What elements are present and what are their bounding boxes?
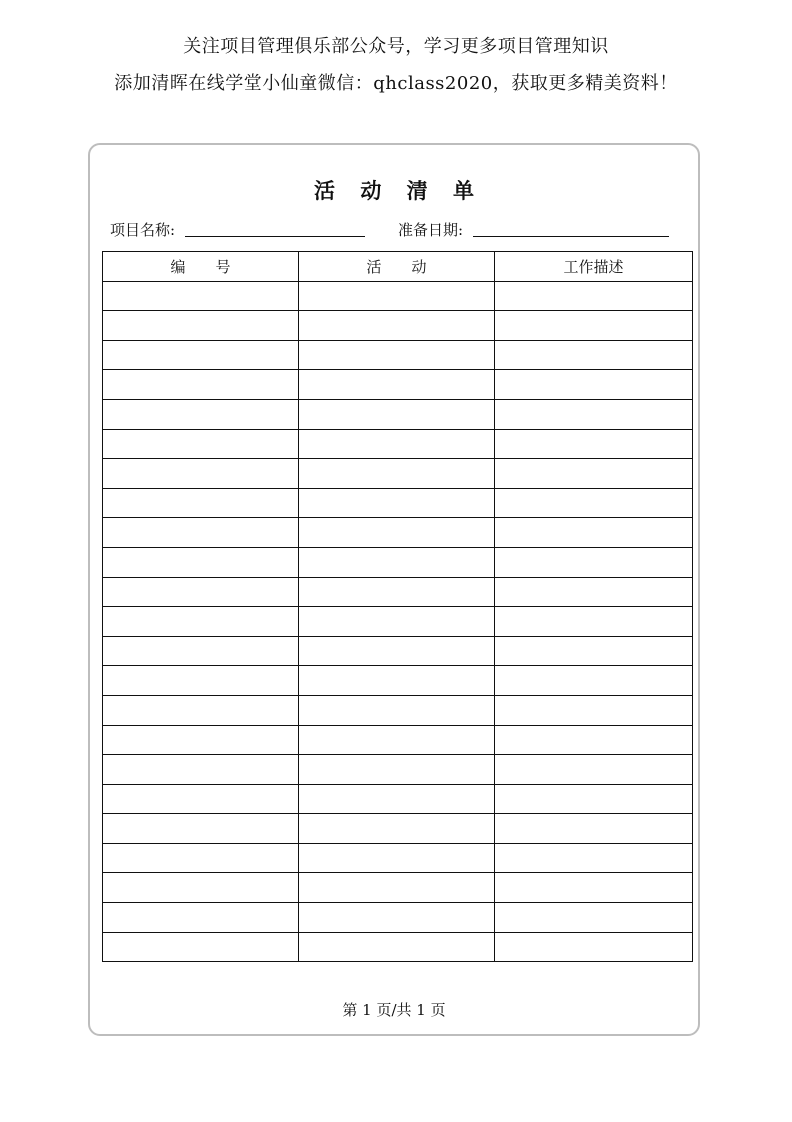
prepare-date-label: 准备日期:: [398, 221, 464, 239]
table-cell[interactable]: [495, 577, 693, 607]
table-row: [103, 577, 693, 607]
table-header-row: [103, 252, 693, 282]
table-cell[interactable]: [495, 607, 693, 637]
column-header-activity: 活动: [299, 252, 495, 282]
table-row: [103, 399, 693, 429]
table-cell[interactable]: [103, 518, 299, 548]
table-cell[interactable]: [299, 518, 495, 548]
table-cell[interactable]: [495, 695, 693, 725]
table-cell[interactable]: [299, 459, 495, 489]
table-row: [103, 666, 693, 696]
table-cell[interactable]: [299, 666, 495, 696]
table-cell[interactable]: [103, 903, 299, 933]
prepare-date-row: [398, 219, 669, 241]
table-cell[interactable]: [103, 843, 299, 873]
table-cell[interactable]: [299, 577, 495, 607]
table-row: [103, 784, 693, 814]
project-name-label: 项目名称:: [110, 221, 176, 239]
table-cell[interactable]: [495, 429, 693, 459]
table-cell[interactable]: [103, 695, 299, 725]
table-row: [103, 636, 693, 666]
table-cell[interactable]: [103, 340, 299, 370]
table-row: [103, 843, 693, 873]
table-cell[interactable]: [495, 903, 693, 933]
table-row: [103, 695, 693, 725]
table-cell[interactable]: [103, 488, 299, 518]
table-cell[interactable]: [299, 903, 495, 933]
table-cell[interactable]: [103, 873, 299, 903]
table-row: [103, 903, 693, 933]
table-cell[interactable]: [299, 725, 495, 755]
table-cell[interactable]: [495, 399, 693, 429]
table-cell[interactable]: [495, 281, 693, 311]
table-cell[interactable]: [299, 695, 495, 725]
activity-table: [102, 251, 693, 962]
table-cell[interactable]: [103, 577, 299, 607]
table-cell[interactable]: [495, 459, 693, 489]
table-row: [103, 281, 693, 311]
table-cell[interactable]: [299, 636, 495, 666]
table-cell[interactable]: [299, 488, 495, 518]
table-cell[interactable]: [299, 370, 495, 400]
table-cell[interactable]: [299, 340, 495, 370]
table-cell[interactable]: [299, 547, 495, 577]
table-cell[interactable]: [495, 814, 693, 844]
table-row: [103, 429, 693, 459]
table-cell[interactable]: [103, 814, 299, 844]
table-cell[interactable]: [299, 281, 495, 311]
table-row: [103, 488, 693, 518]
table-cell[interactable]: [103, 607, 299, 637]
table-cell[interactable]: [495, 488, 693, 518]
table-cell[interactable]: [495, 843, 693, 873]
table-cell[interactable]: [103, 636, 299, 666]
table-cell[interactable]: [299, 429, 495, 459]
table-cell[interactable]: [495, 311, 693, 341]
table-cell[interactable]: [495, 755, 693, 785]
table-cell[interactable]: [495, 636, 693, 666]
table-cell[interactable]: [495, 340, 693, 370]
table-cell[interactable]: [299, 932, 495, 962]
table-cell[interactable]: [299, 311, 495, 341]
table-cell[interactable]: [103, 666, 299, 696]
table-row: [103, 755, 693, 785]
project-name-field[interactable]: [185, 219, 365, 237]
table-cell[interactable]: [495, 932, 693, 962]
table-cell[interactable]: [495, 666, 693, 696]
table-body: [103, 281, 693, 962]
project-name-row: [110, 219, 365, 241]
table-row: [103, 459, 693, 489]
table-row: [103, 814, 693, 844]
table-cell[interactable]: [103, 725, 299, 755]
table-cell[interactable]: [103, 281, 299, 311]
table-cell[interactable]: [495, 784, 693, 814]
table-cell[interactable]: [103, 547, 299, 577]
page-indicator: 第 1 页/共 1 页: [342, 1001, 446, 1019]
table-row: [103, 607, 693, 637]
table-cell[interactable]: [299, 755, 495, 785]
table-cell[interactable]: [299, 607, 495, 637]
table-cell[interactable]: [103, 932, 299, 962]
table-cell[interactable]: [495, 547, 693, 577]
header-notice-line-1: 关注项目管理俱乐部公众号，学习更多项目管理知识: [183, 36, 609, 57]
table-cell[interactable]: [495, 873, 693, 903]
table-cell[interactable]: [103, 755, 299, 785]
table-cell[interactable]: [103, 784, 299, 814]
table-row: [103, 725, 693, 755]
table-cell[interactable]: [299, 814, 495, 844]
form-card: [88, 143, 700, 1036]
table-row: [103, 340, 693, 370]
table-row: [103, 932, 693, 962]
table-cell[interactable]: [299, 784, 495, 814]
table-row: [103, 518, 693, 548]
table-cell[interactable]: [103, 370, 299, 400]
table-cell[interactable]: [103, 429, 299, 459]
table-cell[interactable]: [495, 518, 693, 548]
form-title: 活 动 清 单: [314, 179, 483, 203]
column-header-work-description: 工作描述: [495, 252, 693, 282]
table-row: [103, 311, 693, 341]
table-cell[interactable]: [103, 399, 299, 429]
prepare-date-field[interactable]: [473, 219, 669, 237]
column-header-number: 编号: [103, 252, 299, 282]
table-cell[interactable]: [495, 370, 693, 400]
table-row: [103, 873, 693, 903]
table-cell[interactable]: [103, 311, 299, 341]
table-row: [103, 547, 693, 577]
table-cell[interactable]: [299, 843, 495, 873]
header-notice-line-2: 添加清晖在线学堂小仙童微信：qhclass2020，获取更多精美资料！: [114, 73, 678, 94]
table-cell[interactable]: [103, 459, 299, 489]
table-row: [103, 370, 693, 400]
table-cell[interactable]: [495, 725, 693, 755]
table-cell[interactable]: [299, 399, 495, 429]
table-cell[interactable]: [299, 873, 495, 903]
